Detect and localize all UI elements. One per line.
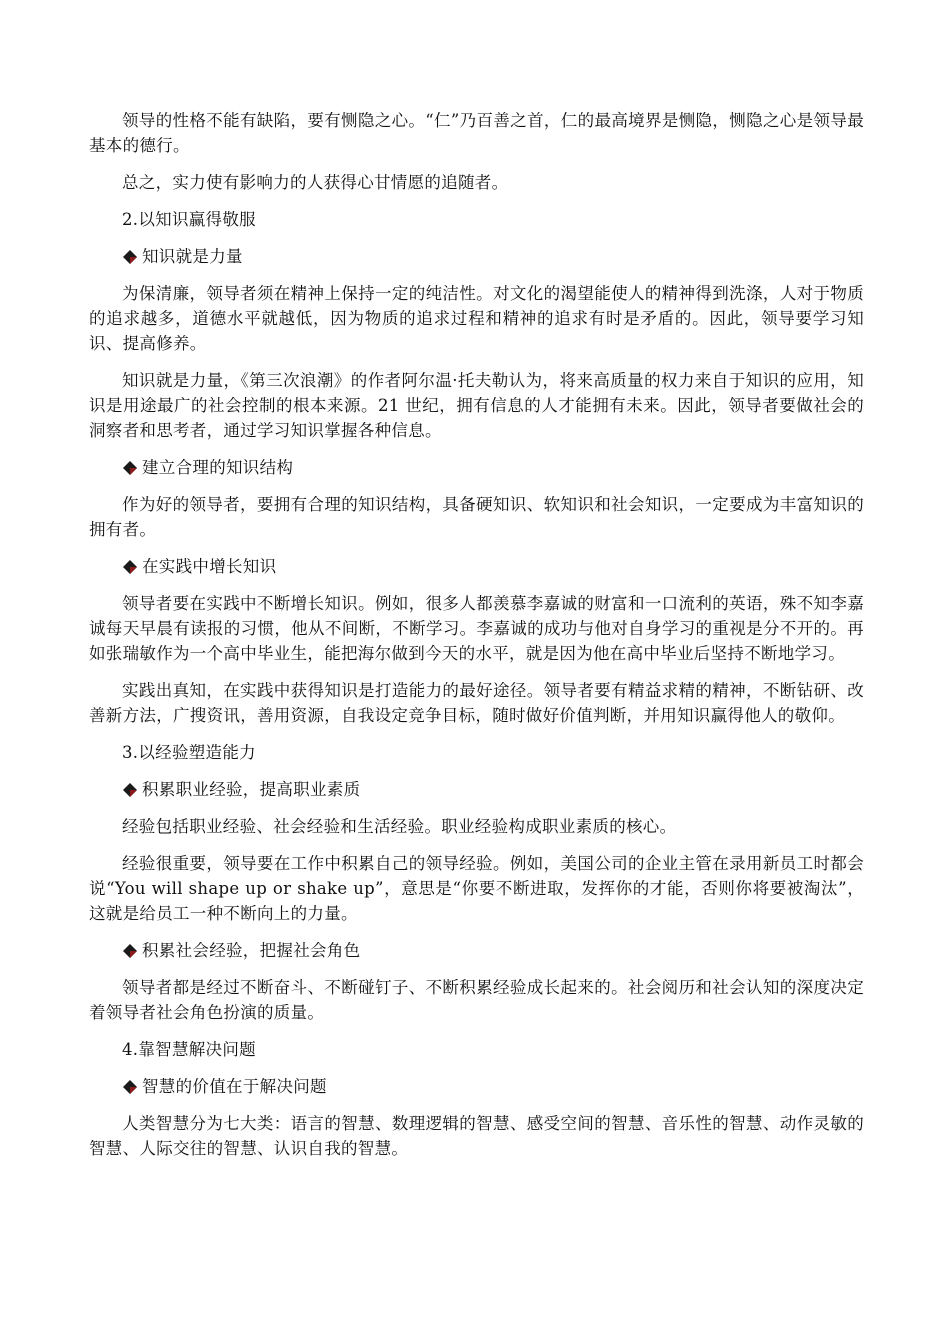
bullet-item xyxy=(89,777,864,802)
paragraph: 作为好的领导者，要拥有合理的知识结构，具备硬知识、软知识和社会知识，一定要成为丰富知识的拥有者。 xyxy=(89,495,864,539)
paragraph: 为保清廉，领导者须在精神上保持一定的纯洁性。对文化的渴望能使人的精神得到洗涤，人对于物质的追求越多，道德水平就越低，因为物质的追求过程和精神的追求有时是矛盾的。因此，领导要学习知识、提高修养。 xyxy=(89,284,864,353)
diamond-bullet-icon xyxy=(122,460,138,476)
section-heading: 2.以知识赢得敬服 xyxy=(122,210,256,229)
diamond-bullet-icon xyxy=(122,782,138,798)
paragraph: 经验很重要，领导要在工作中积累自己的领导经验。例如，美国公司的企业主管在录用新员工时都会说“You will shape up or shake up”，意思是“你要不断进取，发挥你的才能，否则你将要被淘汰”，这就是给员工一种不断向上的力量。 xyxy=(89,854,864,923)
bullet-label: 建立合理的知识结构 xyxy=(142,458,294,477)
bullet-label: 在实践中增长知识 xyxy=(142,557,277,576)
bullet-item xyxy=(89,938,864,963)
paragraph: 经验包括职业经验、社会经验和生活经验。职业经验构成职业素质的核心。 xyxy=(122,817,677,836)
paragraph: 领导者都是经过不断奋斗、不断碰钉子、不断积累经验成长起来的。社会阅历和社会认知的深度决定着领导者社会角色扮演的质量。 xyxy=(89,978,864,1022)
bullet-label: 智慧的价值在于解决问题 xyxy=(142,1077,327,1096)
bullet-item xyxy=(89,554,864,579)
diamond-bullet-icon xyxy=(122,1079,138,1095)
paragraph: 人类智慧分为七大类：语言的智慧、数理逻辑的智慧、感受空间的智慧、音乐性的智慧、动作灵敏的智慧、人际交往的智慧、认识自我的智慧。 xyxy=(89,1114,864,1158)
bullet-label: 知识就是力量 xyxy=(142,247,243,266)
paragraph: 总之，实力使有影响力的人获得心甘情愿的追随者。 xyxy=(122,173,509,192)
document-body xyxy=(89,108,864,1173)
diamond-bullet-icon xyxy=(122,943,138,959)
paragraph: 知识就是力量，《第三次浪潮》的作者阿尔温·托夫勒认为，将来高质量的权力来自于知识的应用，知识是用途最广的社会控制的根本来源。21 世纪，拥有信息的人才能拥有未来。因此，领导者要做社会的洞察者和思考者，通过学习知识掌握各种信息。 xyxy=(89,371,864,440)
paragraph: 实践出真知，在实践中获得知识是打造能力的最好途径。领导者要有精益求精的精神，不断钻研、改善新方法，广搜资讯，善用资源，自我设定竞争目标，随时做好价值判断，并用知识赢得他人的敬仰。 xyxy=(89,681,864,725)
bullet-item xyxy=(89,1074,864,1099)
bullet-label: 积累社会经验，把握社会角色 xyxy=(142,941,361,960)
bullet-label: 积累职业经验，提高职业素质 xyxy=(142,780,361,799)
diamond-bullet-icon xyxy=(122,249,138,265)
section-heading: 4.靠智慧解决问题 xyxy=(122,1040,256,1059)
bullet-item xyxy=(89,244,864,269)
section-heading: 3.以经验塑造能力 xyxy=(122,743,256,762)
paragraph: 领导者要在实践中不断增长知识。例如，很多人都羡慕李嘉诚的财富和一口流利的英语，殊不知李嘉诚每天早晨有读报的习惯，他从不间断，不断学习。李嘉诚的成功与他对自身学习的重视是分不开的。再如张瑞敏作为一个高中毕业生，能把海尔做到今天的水平，就是因为他在高中毕业后坚持不断地学习。 xyxy=(89,594,864,663)
diamond-bullet-icon xyxy=(122,559,138,575)
paragraph: 领导的性格不能有缺陷，要有恻隐之心。“仁”乃百善之首，仁的最高境界是恻隐，恻隐之心是领导最基本的德行。 xyxy=(89,111,864,155)
bullet-item xyxy=(89,455,864,480)
